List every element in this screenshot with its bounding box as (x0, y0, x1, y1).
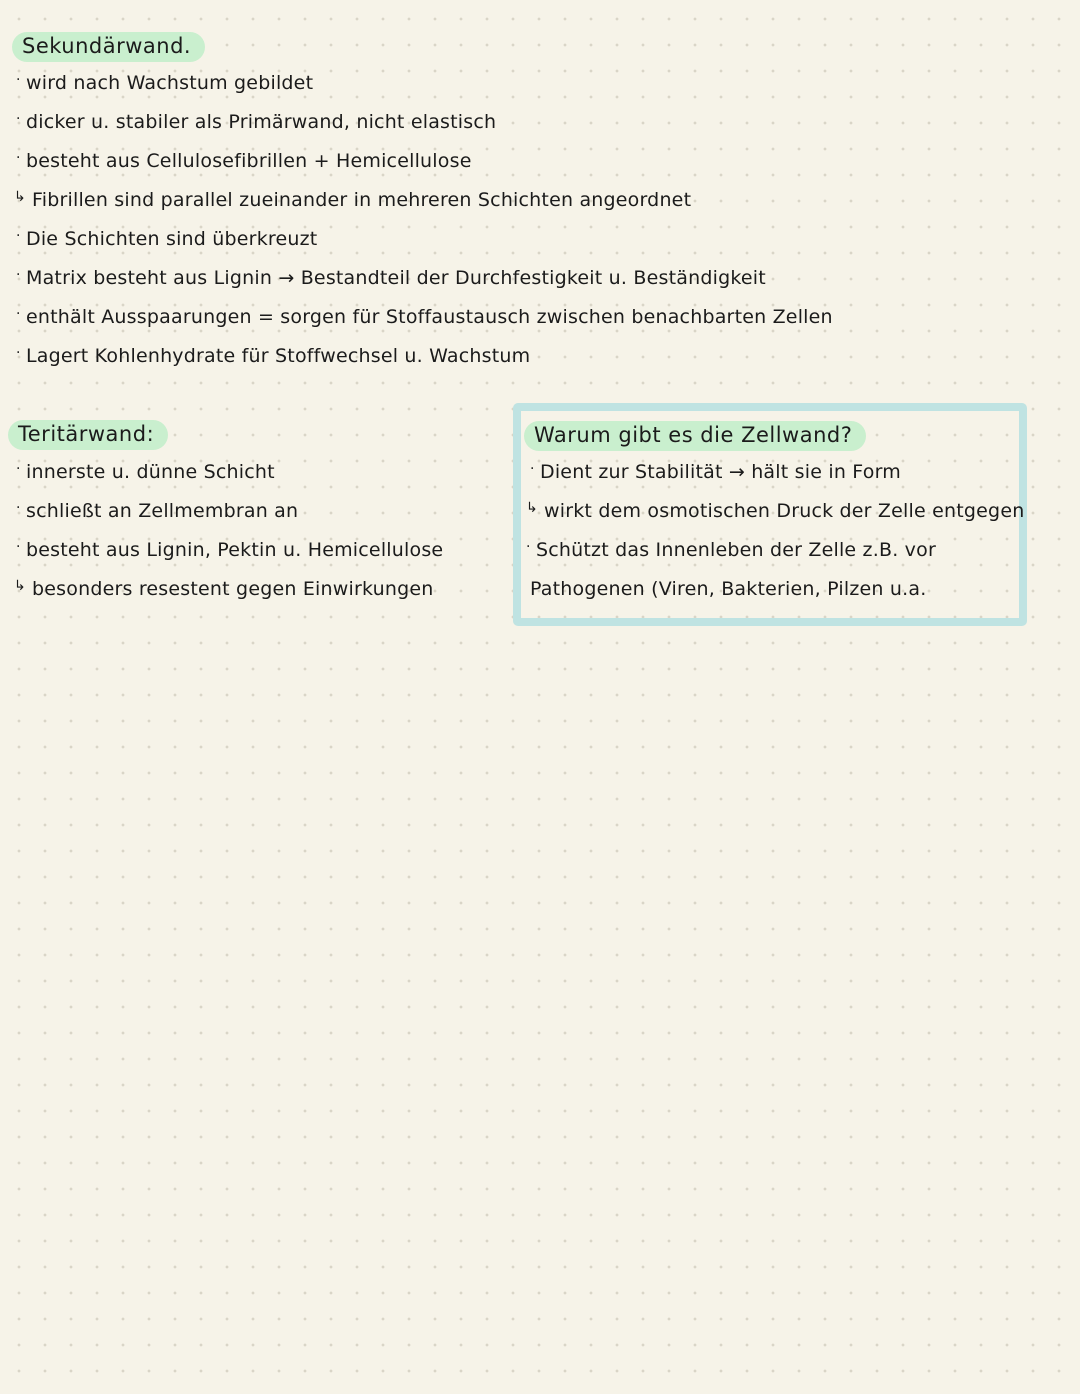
list-item (16, 267, 766, 289)
bullet-marker: · (16, 345, 21, 361)
line-text: besteht aus Cellulosefibrillen + Hemicellulose (26, 150, 472, 172)
line-text: wird nach Wachstum gebildet (26, 72, 314, 94)
list-item (526, 539, 936, 561)
list-item (16, 461, 275, 483)
list-item (530, 461, 901, 483)
bullet-marker: · (16, 72, 21, 88)
line-text: Fibrillen sind parallel zueinander in mehreren Schichten angeordnet (32, 189, 692, 211)
heading-zellwand-question: Warum gibt es die Zellwand? (524, 421, 866, 451)
arrow-marker: ↳ (14, 189, 26, 205)
list-item (16, 539, 443, 561)
line-text: besteht aus Lignin, Pektin u. Hemicellulose (26, 539, 444, 561)
list-item (16, 72, 313, 94)
line-text: besonders resestent gegen Einwirkungen (32, 578, 434, 600)
list-item (14, 578, 434, 600)
list-item (16, 306, 833, 328)
list-item (16, 111, 496, 133)
bullet-marker: · (16, 150, 21, 166)
bullet-marker: · (16, 306, 21, 322)
line-text: schließt an Zellmembran an (26, 500, 299, 522)
line-text: Matrix besteht aus Lignin → Bestandteil der Durchfestigkeit u. Beständigkeit (26, 267, 766, 289)
list-item (530, 578, 926, 600)
list-item (16, 228, 317, 250)
line-text: innerste u. dünne Schicht (26, 461, 275, 483)
bullet-marker: · (16, 500, 21, 516)
line-text: Schützt das Innenleben der Zelle z.B. vor (536, 539, 936, 561)
line-text: Dient zur Stabilität → hält sie in Form (540, 461, 901, 483)
line-text: enthält Ausspaarungen = sorgen für Stoffaustausch zwischen benachbarten Zellen (26, 306, 833, 328)
list-item (16, 345, 530, 367)
list-item (16, 150, 472, 172)
line-text: Die Schichten sind überkreuzt (26, 228, 318, 250)
heading-tertiaerwand: Teritärwand: (8, 420, 168, 450)
arrow-marker: ↳ (14, 578, 26, 594)
bullet-marker: · (16, 539, 21, 555)
bullet-marker: · (16, 267, 21, 283)
list-item (14, 189, 691, 211)
bullet-marker: · (526, 539, 531, 555)
line-text: Pathogenen (Viren, Bakterien, Pilzen u.a. (530, 578, 927, 600)
line-text: dicker u. stabiler als Primärwand, nicht elastisch (26, 111, 497, 133)
line-text: Lagert Kohlenhydrate für Stoffwechsel u. Wachstum (26, 345, 531, 367)
line-text: wirkt dem osmotischen Druck der Zelle entgegen (544, 500, 1025, 522)
bullet-marker: · (16, 111, 21, 127)
bullet-marker: · (16, 228, 21, 244)
heading-sekundaerwand: Sekundärwand. (12, 32, 205, 62)
list-item (526, 500, 1024, 522)
bullet-marker: · (530, 461, 535, 477)
bullet-marker: · (16, 461, 21, 477)
list-item (16, 500, 298, 522)
arrow-marker: ↳ (526, 500, 538, 516)
